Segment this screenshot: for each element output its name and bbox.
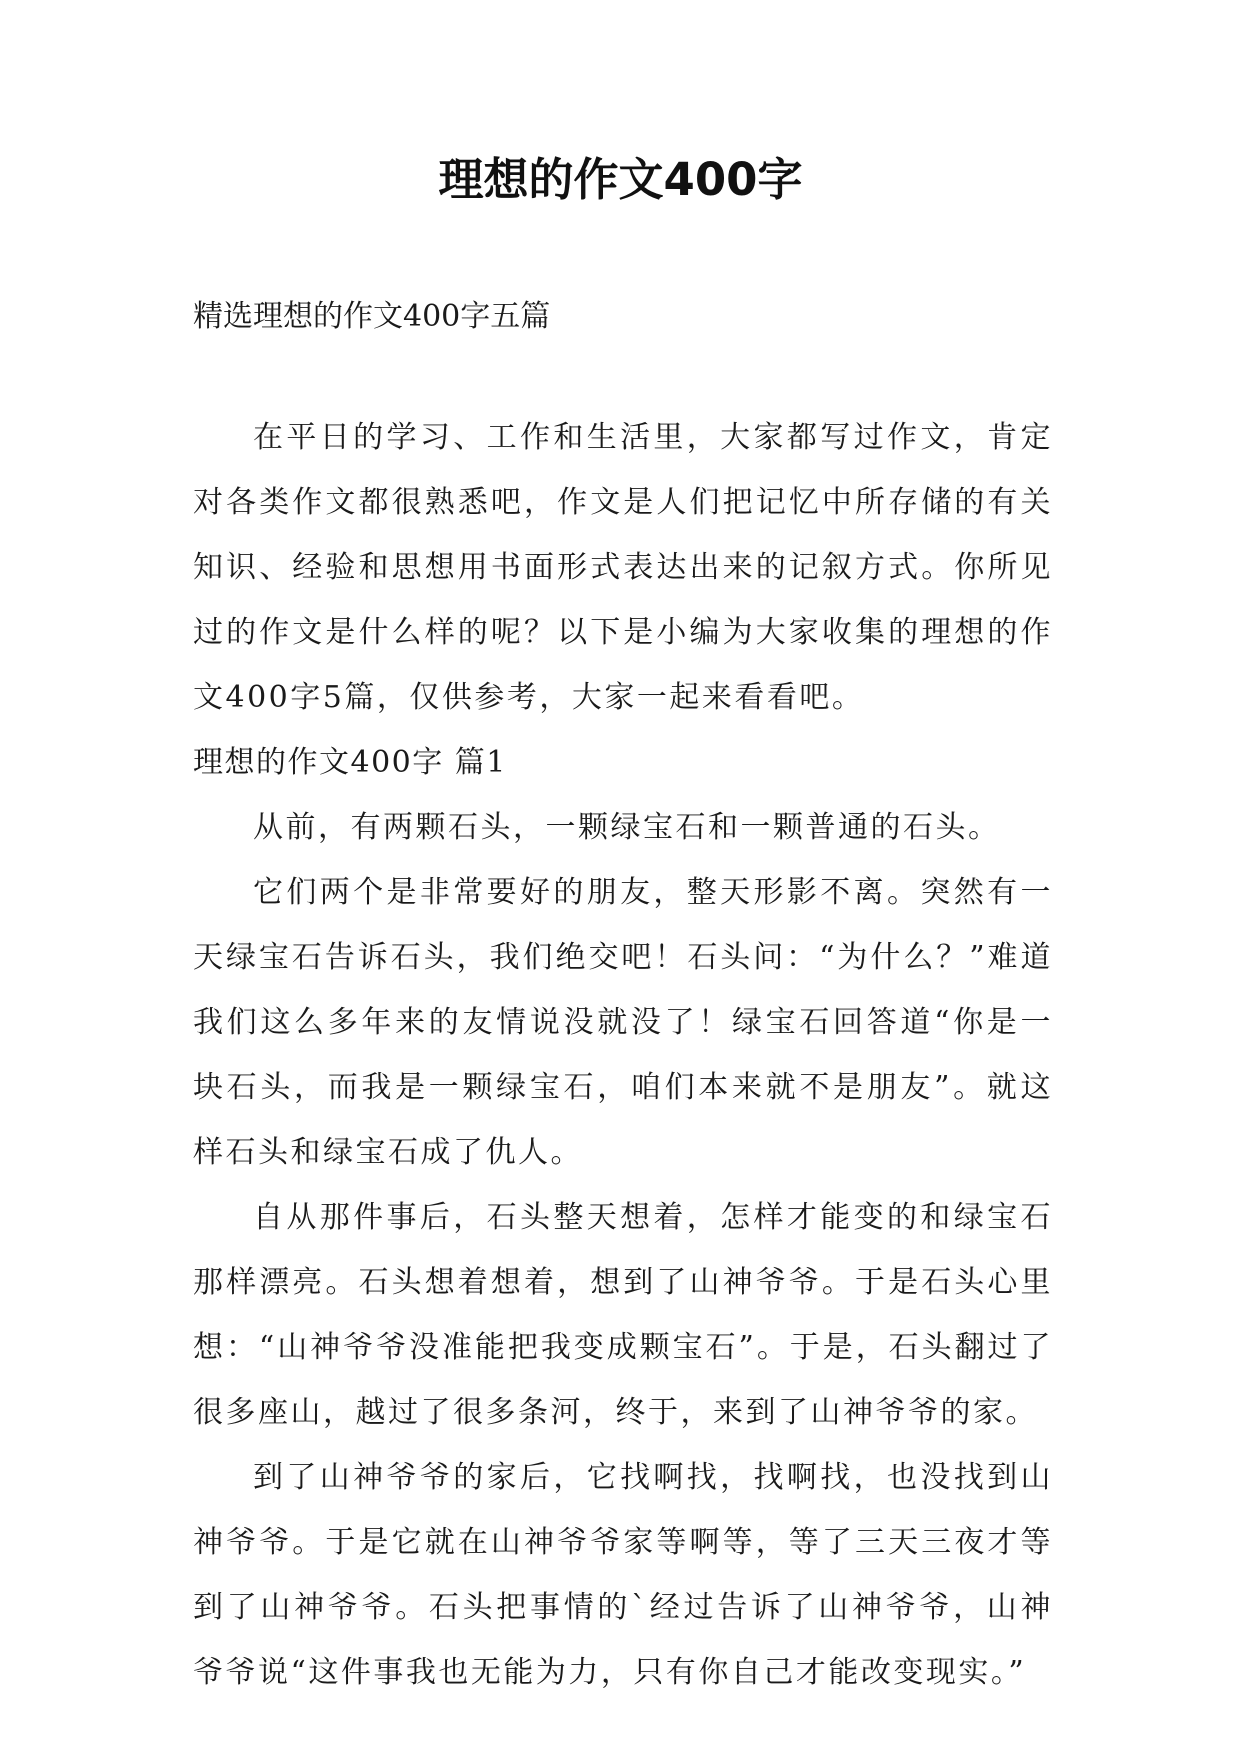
story-paragraph-2: 它们两个是非常要好的朋友，整天形影不离。突然有一天绿宝石告诉石头，我们绝交吧！石头问：“为什么？”难道我们这么多年来的友情说没就没了！绿宝石回答道“你是一块石头，而我是一颗绿宝石，咱们本来就不是朋友”。就这样石头和绿宝石成了仇人。 bbox=[193, 875, 1053, 1170]
story-paragraph-4: 到了山神爷爷的家后，它找啊找，找啊找，也没找到山神爷爷。于是它就在山神爷爷家等啊等，等了三天三夜才等到了山神爷爷。石头把事情的`经过告诉了山神爷爷，山神爷爷说“这件事我也无能为力，只有你自己才能改变现实。” bbox=[193, 1460, 1053, 1690]
intro-paragraph: 在平日的学习、工作和生活里，大家都写过作文，肯定对各类作文都很熟悉吧，作文是人们把记忆中所存储的有关知识、经验和思想用书面形式表达出来的记叙方式。你所见过的作文是什么样的呢？以下是小编为大家收集的理想的作文400字5篇，仅供参考，大家一起来看看吧。 bbox=[193, 420, 1053, 715]
story-paragraph-1: 从前，有两颗石头，一颗绿宝石和一颗普通的石头。 bbox=[253, 810, 1001, 845]
document-title: 理想的作文400字 bbox=[438, 153, 803, 206]
story-paragraph-3: 自从那件事后，石头整天想着，怎样才能变的和绿宝石那样漂亮。石头想着想着，想到了山神爷爷。于是石头心里想：“山神爷爷没准能把我变成颗宝石”。于是，石头翻过了很多座山，越过了很多条河，终于，来到了山神爷爷的家。 bbox=[193, 1200, 1053, 1430]
document-body bbox=[193, 405, 1053, 1705]
section-heading: 理想的作文400字 篇1 bbox=[193, 745, 507, 780]
document-subtitle: 精选理想的作文400字五篇 bbox=[193, 299, 551, 334]
